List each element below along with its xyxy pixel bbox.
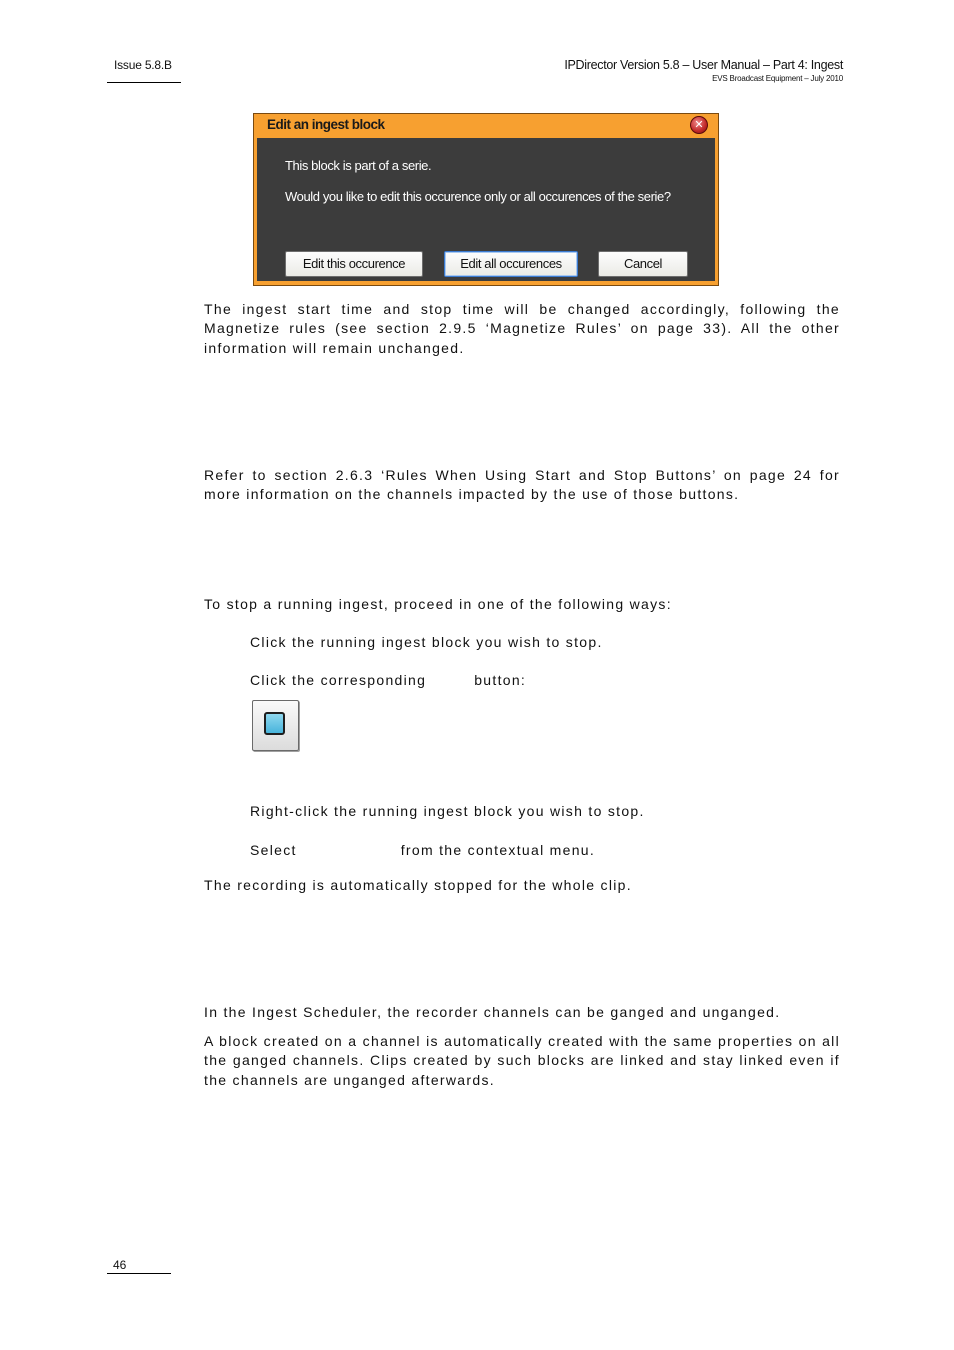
edit-this-occurence-button[interactable]: Edit this occurence xyxy=(285,251,423,277)
cancel-button[interactable]: Cancel xyxy=(598,251,688,277)
step-click-button xyxy=(250,672,526,688)
dialog-title: Edit an ingest block xyxy=(267,117,385,132)
paragraph-ganged-details: A block created on a channel is automatically created with the same properties on all the ganged channels. Clips created by such blocks are linked and stay linked even if the channels are unganged afterwards. xyxy=(204,1033,840,1088)
step-click-block: Click the running ingest block you wish to stop. xyxy=(250,634,603,650)
step-click-button-text-a: Click the corresponding xyxy=(250,672,427,688)
step-right-click-block: Right-click the running ingest block you wish to stop. xyxy=(250,803,645,819)
paragraph-magnetize: The ingest start time and stop time will be changed accordingly, following the Magnetize rules (see section 2.9.5 ‘Magnetize Rules’ on page 33). All the other information will remain unchanged. xyxy=(204,301,840,356)
paragraph-ganged-intro: In the Ingest Scheduler, the recorder channels can be ganged and unganged. xyxy=(204,1004,781,1020)
footer-rule xyxy=(107,1273,171,1274)
stop-icon xyxy=(264,712,285,735)
dialog-body xyxy=(257,138,715,281)
page-number: 46 xyxy=(113,1258,127,1272)
paragraph-recording-stopped: The recording is automatically stopped for the whole clip. xyxy=(204,877,632,893)
issue-label: Issue 5.8.B xyxy=(114,58,172,72)
close-icon[interactable]: ✕ xyxy=(690,116,708,134)
step-select-text-b: from the contextual menu. xyxy=(400,842,596,858)
step-click-button-text-b: button: xyxy=(474,672,527,688)
step-select-text-a: Select xyxy=(250,842,297,858)
dialog-message-1: This block is part of a serie. xyxy=(285,158,432,173)
dialog-message-2: Would you like to edit this occurence only or all occurences of the serie? xyxy=(285,189,671,204)
document-subtitle: EVS Broadcast Equipment – July 2010 xyxy=(712,74,843,83)
header-rule xyxy=(107,82,181,83)
step-select-menu xyxy=(250,842,595,858)
paragraph-rules-reference: Refer to section 2.6.3 ‘Rules When Using Start and Stop Buttons’ on page 24 for more information on the channels impacted by the use of those buttons. xyxy=(204,467,840,503)
paragraph-stop-intro: To stop a running ingest, proceed in one of the following ways: xyxy=(204,596,672,612)
edit-ingest-block-dialog xyxy=(253,113,719,286)
document-title: IPDirector Version 5.8 – User Manual – Part 4: Ingest xyxy=(564,58,843,72)
stop-button-image xyxy=(252,700,299,751)
edit-all-occurences-button[interactable]: Edit all occurences xyxy=(444,251,578,277)
